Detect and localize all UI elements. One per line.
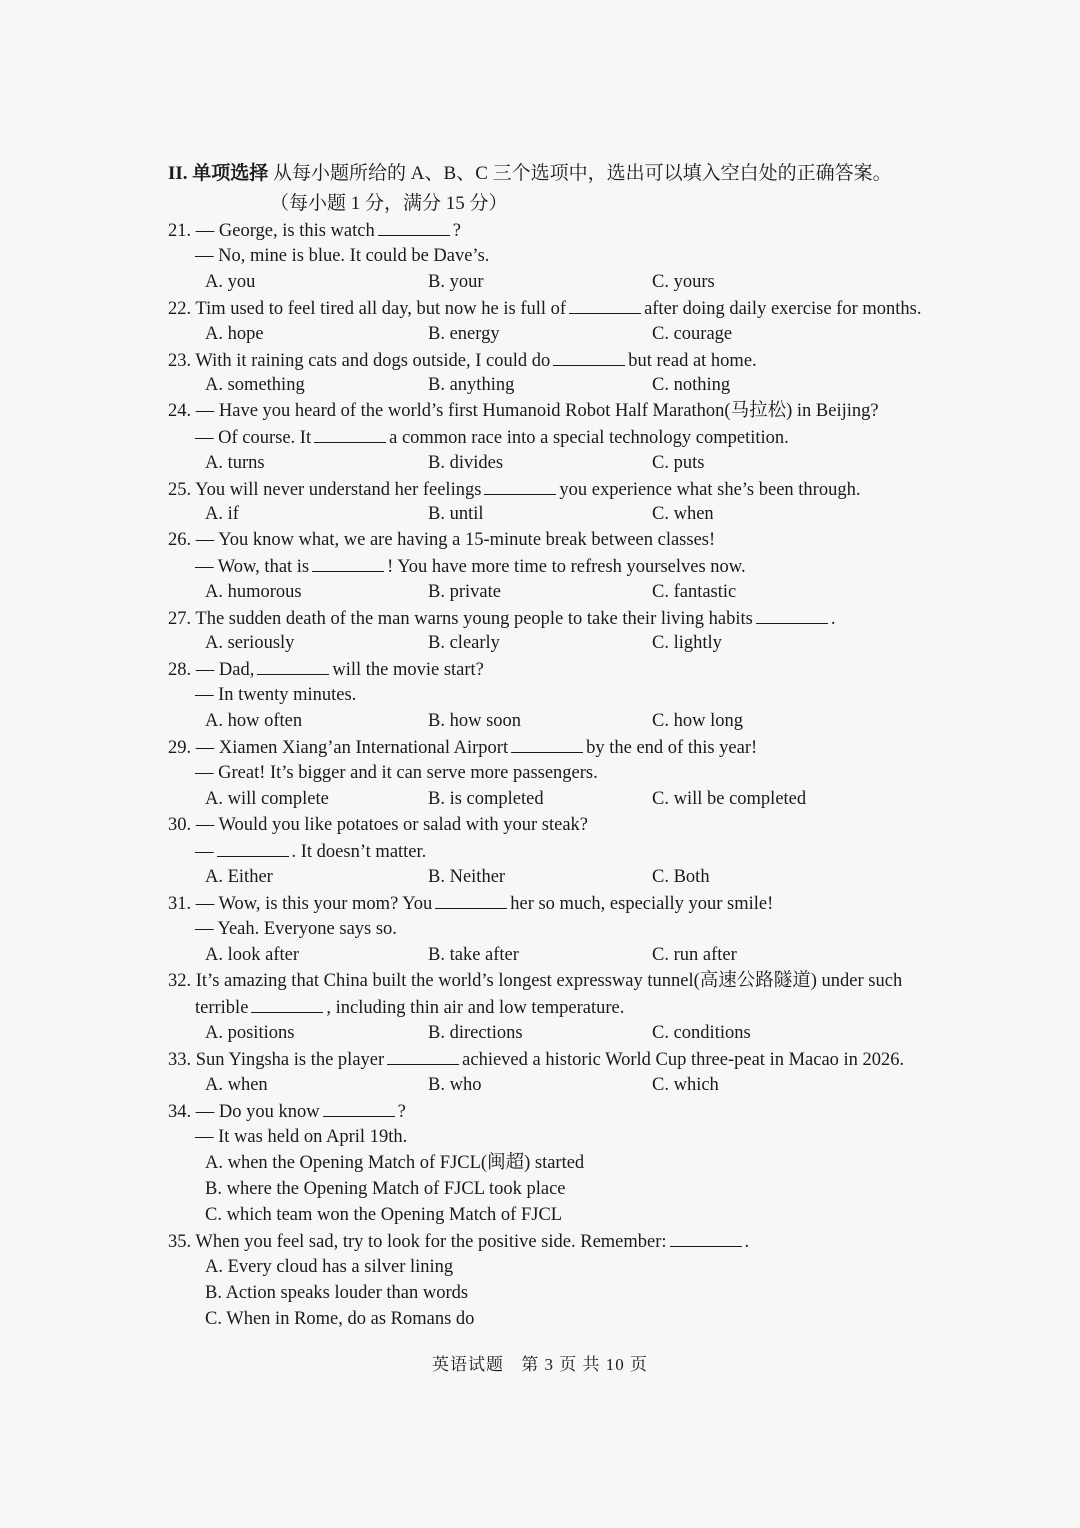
question-21-line-2: — No, mine is blue. It could be Dave’s. <box>195 246 490 266</box>
question-27-option-c: C. lightly <box>652 633 722 653</box>
question-32-line-1: 32. It’s amazing that China built the world’s longest expressway tunnel(高速公路隧道) under such <box>168 971 903 991</box>
answer-blank <box>251 995 323 1013</box>
answer-blank <box>323 1099 395 1117</box>
answer-blank <box>569 296 641 314</box>
question-21-line-1: 21. — George, is this watch ? <box>168 218 461 243</box>
question-34-line-1: 34. — Do you know ? <box>168 1099 406 1124</box>
question-26-option-c: C. fantastic <box>652 582 737 602</box>
question-33-option-b: B. who <box>428 1075 482 1095</box>
question-32-line-2: terrible , including thin air and low temperature. <box>195 995 624 1020</box>
question-34-option-a: A. when the Opening Match of FJCL(闽超) started <box>205 1153 585 1173</box>
question-22-option-b: B. energy <box>428 324 500 344</box>
question-30-option-b: B. Neither <box>428 867 506 887</box>
answer-blank <box>217 839 289 857</box>
question-35-option-a: A. Every cloud has a silver lining <box>205 1257 454 1277</box>
question-31-option-c: C. run after <box>652 945 737 965</box>
question-28-option-a: A. how often <box>205 711 303 731</box>
section-heading <box>168 162 892 186</box>
question-35-line-1: 35. When you feel sad, try to look for the positive side. Remember: . <box>168 1229 749 1254</box>
question-21-option-c: C. yours <box>652 272 715 292</box>
question-34-option-c: C. which team won the Opening Match of FJCL <box>205 1205 563 1225</box>
question-30-option-a: A. Either <box>205 867 273 887</box>
answer-blank <box>511 735 583 753</box>
question-27-option-a: A. seriously <box>205 633 295 653</box>
question-22-option-c: C. courage <box>652 324 733 344</box>
question-23-option-b: B. anything <box>428 375 515 395</box>
question-35-option-c: C. When in Rome, do as Romans do <box>205 1309 475 1329</box>
answer-blank <box>378 218 450 236</box>
question-23-option-c: C. nothing <box>652 375 731 395</box>
question-24-option-a: A. turns <box>205 453 265 473</box>
question-26-line-2: — Wow, that is ! You have more time to refresh yourselves now. <box>195 554 746 579</box>
question-21-option-a: A. you <box>205 272 256 292</box>
question-31-option-b: B. take after <box>428 945 519 965</box>
question-32-option-b: B. directions <box>428 1023 523 1043</box>
question-33-line-1: 33. Sun Yingsha is the player achieved a historic World Cup three-peat in Macao in 2026. <box>168 1047 904 1072</box>
question-26-option-a: A. humorous <box>205 582 302 602</box>
question-23-line-1: 23. With it raining cats and dogs outside, I could do but read at home. <box>168 348 757 373</box>
question-25-line-1: 25. You will never understand her feelings you experience what she’s been through. <box>168 477 860 502</box>
question-28-line-1: 28. — Dad, will the movie start? <box>168 657 484 682</box>
question-31-line-1: 31. — Wow, is this your mom? You her so much, especially your smile! <box>168 891 773 916</box>
question-30-option-c: C. Both <box>652 867 710 887</box>
question-32-option-c: C. conditions <box>652 1023 751 1043</box>
question-24-line-1: 24. — Have you heard of the world’s first Humanoid Robot Half Marathon(马拉松) in Beijing? <box>168 401 879 421</box>
question-29-line-1: 29. — Xiamen Xiang’an International Airport by the end of this year! <box>168 735 757 760</box>
question-35-option-b: B. Action speaks louder than words <box>205 1283 469 1303</box>
answer-blank <box>314 425 386 443</box>
question-34-option-b: B. where the Opening Match of FJCL took place <box>205 1179 566 1199</box>
question-27-line-1: 27. The sudden death of the man warns young people to take their living habits . <box>168 606 835 631</box>
question-29-line-2: — Great! It’s bigger and it can serve more passengers. <box>195 763 598 783</box>
question-30-line-1: 30. — Would you like potatoes or salad with your steak? <box>168 815 588 835</box>
question-29-option-a: A. will complete <box>205 789 329 809</box>
question-22-line-1: 22. Tim used to feel tired all day, but now he is full of after doing daily exercise for months. <box>168 296 921 321</box>
question-25-option-a: A. if <box>205 504 239 524</box>
footer-subject: 英语试题 <box>432 1355 504 1374</box>
question-25-option-b: B. until <box>428 504 484 524</box>
footer-page-number: 第 3 页 共 10 页 <box>521 1355 648 1374</box>
question-32-option-a: A. positions <box>205 1023 295 1043</box>
question-33-option-a: A. when <box>205 1075 268 1095</box>
question-29-option-b: B. is completed <box>428 789 544 809</box>
question-34-line-2: — It was held on April 19th. <box>195 1127 408 1147</box>
answer-blank <box>257 657 329 675</box>
question-24-option-c: C. puts <box>652 453 705 473</box>
answer-blank <box>312 554 384 572</box>
question-28-line-2: — In twenty minutes. <box>195 685 357 705</box>
question-27-option-b: B. clearly <box>428 633 500 653</box>
answer-blank <box>670 1229 742 1247</box>
question-33-option-c: C. which <box>652 1075 719 1095</box>
question-21-option-b: B. your <box>428 272 484 292</box>
question-24-line-2: — Of course. It a common race into a special technology competition. <box>195 425 789 450</box>
question-28-option-b: B. how soon <box>428 711 522 731</box>
section-score: （每小题 1 分，满分 15 分） <box>270 193 508 214</box>
question-23-option-a: A. something <box>205 375 305 395</box>
question-28-option-c: C. how long <box>652 711 743 731</box>
question-26-option-b: B. private <box>428 582 501 602</box>
answer-blank <box>553 348 625 366</box>
section-label: II. 单项选择 <box>168 163 269 184</box>
answer-blank <box>387 1047 459 1065</box>
answer-blank <box>435 891 507 909</box>
question-26-line-1: 26. — You know what, we are having a 15-minute break between classes! <box>168 530 716 550</box>
question-31-option-a: A. look after <box>205 945 300 965</box>
page-footer <box>0 1350 1080 1375</box>
question-31-line-2: — Yeah. Everyone says so. <box>195 919 397 939</box>
answer-blank <box>756 606 828 624</box>
section-instruction: 从每小题所给的 A、B、C 三个选项中，选出可以填入空白处的正确答案。 <box>273 163 892 184</box>
question-25-option-c: C. when <box>652 504 714 524</box>
question-24-option-b: B. divides <box>428 453 504 473</box>
question-30-line-2: — . It doesn’t matter. <box>195 839 426 864</box>
answer-blank <box>484 477 556 495</box>
question-22-option-a: A. hope <box>205 324 264 344</box>
question-29-option-c: C. will be completed <box>652 789 807 809</box>
